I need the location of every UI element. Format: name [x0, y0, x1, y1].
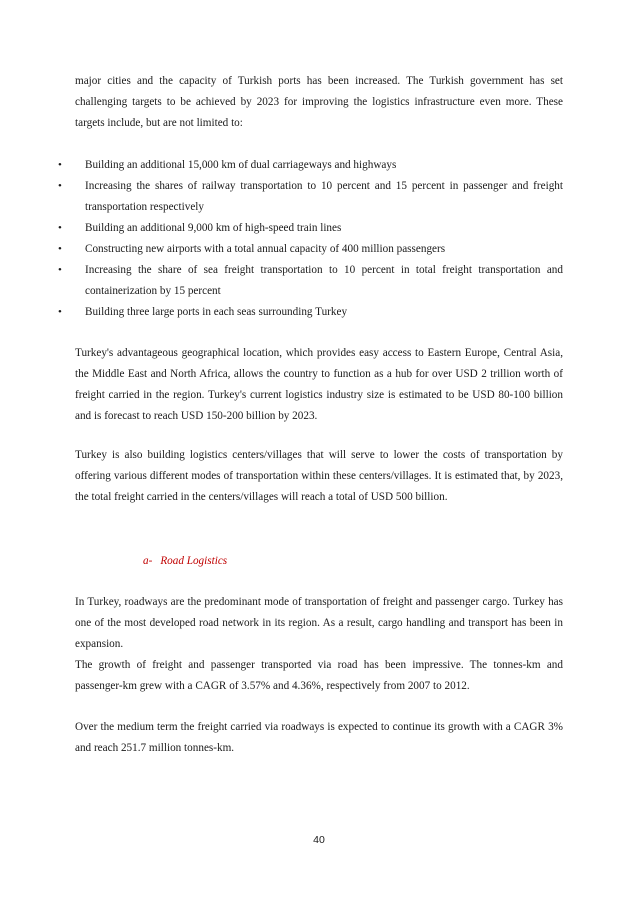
section-heading-number: a-: [143, 555, 153, 567]
paragraph-intro: major cities and the capacity of Turkish ports has been increased. The Turkish government has set challenging targets to be achieved by 2023 for improving the logistics infrastructure even more. These targets include, but are not limited to:: [75, 75, 563, 129]
list-item: [58, 239, 563, 260]
list-item: [58, 260, 563, 302]
paragraph-location: Turkey's advantageous geographical location, which provides easy access to Eastern Europe, Central Asia, the Middle East and North Africa, allows the country to function as a hub for over USD 2 trillion worth of freight carried in the region. Turkey's current logistics industry size is estimated to be USD 80-100 billion and is forecast to reach USD 150-200 billion by 2023.: [75, 347, 563, 422]
bullet-icon: •: [58, 222, 62, 234]
list-item: [58, 176, 563, 218]
list-item: [58, 218, 563, 239]
bullet-icon: •: [58, 159, 62, 171]
bullet-icon: •: [58, 243, 62, 255]
bullet-icon: •: [58, 264, 62, 276]
targets-list: [58, 155, 563, 323]
paragraph-growth: The growth of freight and passenger transported via road has been impressive. The tonnes-km and passenger-km grew with a CAGR of 3.57% and 4.36%, respectively from 2007 to 2012.: [75, 659, 563, 692]
list-item-text: Constructing new airports with a total annual capacity of 400 million passengers: [85, 243, 446, 255]
list-item-text: Building an additional 9,000 km of high-speed train lines: [85, 222, 342, 234]
page-number: 40: [313, 834, 325, 846]
list-item-text: Building three large ports in each seas surrounding Turkey: [85, 306, 348, 318]
list-item: [58, 302, 563, 323]
paragraph-logistics-centers: Turkey is also building logistics centers/villages that will serve to lower the costs of transportation by offering various different modes of transportation within these centers/villages. It is estimated that, by 2023, the total freight carried in the centers/villages will reach a total of USD 500 billion.: [75, 449, 563, 503]
paragraph-roadways: In Turkey, roadways are the predominant mode of transportation of freight and passenger cargo. Turkey has one of the most developed road network in its region. As a result, cargo handling and transport has been in expansion.: [75, 596, 563, 650]
paragraph-forecast: Over the medium term the freight carried via roadways is expected to continue its growth with a CAGR 3% and reach 251.7 million tonnes-km.: [75, 721, 563, 754]
list-item-text: Increasing the shares of railway transportation to 10 percent and 15 percent in passenger and freight transportation respectively: [85, 180, 563, 213]
section-heading-title: Road Logistics: [160, 555, 228, 567]
list-item-text: Increasing the share of sea freight transportation to 10 percent in total freight transportation and containerization by 15 percent: [85, 264, 563, 297]
list-item-text: Building an additional 15,000 km of dual carriageways and highways: [85, 159, 397, 171]
section-heading: [143, 551, 227, 572]
bullet-icon: •: [58, 306, 62, 318]
bullet-icon: •: [58, 180, 62, 192]
list-item: [58, 155, 563, 176]
